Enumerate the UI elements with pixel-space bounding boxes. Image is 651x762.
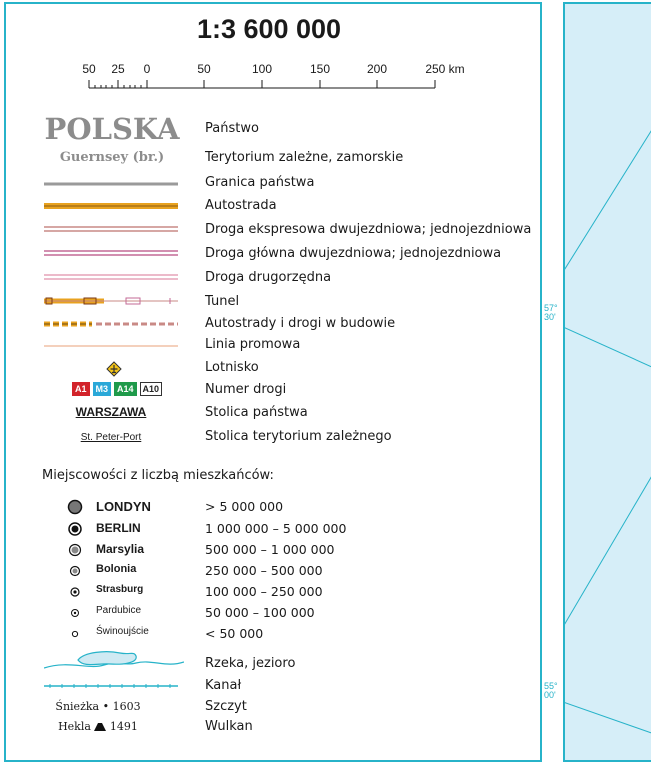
scale-tick-label: 25 <box>111 62 125 76</box>
dependency-name-sample: Guernsey (br.) <box>59 150 165 165</box>
legend-label-under-construction: Autostrady i drogi w budowie <box>205 316 396 331</box>
legend-label-state: Państwo <box>205 121 259 136</box>
volcano-icon <box>94 721 106 731</box>
town-range-xxs: 50 000 – 100 000 <box>205 605 315 620</box>
motorway-symbol <box>44 201 178 211</box>
dependency-capital-sample: St. Peter-Port <box>80 432 142 443</box>
airport-icon <box>106 361 122 377</box>
town-range-s: 250 000 – 500 000 <box>205 563 323 578</box>
town-name-s: Bolonia <box>96 563 137 575</box>
town-name-m: Marsylia <box>96 542 145 556</box>
legend-label-dependency: Terytorium zależne, zamorskie <box>205 150 404 165</box>
legend-label-tunnel: Tunel <box>205 294 240 309</box>
river-lake-symbol <box>44 650 184 674</box>
town-symbol-xl <box>67 499 83 515</box>
town-name-l: BERLIN <box>96 521 141 535</box>
expressway-symbol <box>44 225 178 233</box>
legend-label-airport: Lotnisko <box>205 360 259 375</box>
scale-bar <box>80 76 540 96</box>
legend-label-ferry: Linia promowa <box>205 337 301 352</box>
road-number-motorway: A1 <box>72 382 90 396</box>
legend-label-river: Rzeka, jezioro <box>205 656 296 671</box>
town-symbol-s <box>67 563 83 579</box>
scale-tick-label: 100 <box>251 62 273 76</box>
latitude-label-1: 57° 30' <box>544 303 558 322</box>
legend-label-road-number: Numer drogi <box>205 382 287 397</box>
legend-label-border: Granica państwa <box>205 175 315 190</box>
latitude-label-2: 55° 00' <box>544 681 558 700</box>
road-number-other: A10 <box>140 382 163 396</box>
legend-label-dependency-capital: Stolica terytorium zależnego <box>205 429 392 444</box>
road-number-express: M3 <box>93 382 112 396</box>
town-symbol-min <box>67 626 83 642</box>
scale-tick-label: 200 <box>366 62 388 76</box>
legend-label-volcano: Wulkan <box>205 719 253 734</box>
capital-sample: WARSZAWA <box>75 405 147 419</box>
volcano-name: Hekla <box>58 720 91 733</box>
town-range-m: 500 000 – 1 000 000 <box>205 542 335 557</box>
border-symbol <box>44 181 178 187</box>
scale-tick-label: 250 km <box>425 62 465 76</box>
under-construction-symbol <box>44 320 178 328</box>
scale-title: 1:3 600 000 <box>196 14 342 44</box>
legend-label-main-road: Droga główna dwujezdniowa; jednojezdniowa <box>205 246 502 261</box>
volcano-sample <box>0 720 196 733</box>
town-name-min: Świnoujście <box>96 626 149 637</box>
town-range-xl: > 5 000 000 <box>205 499 284 514</box>
scale-tick-label: 150 <box>309 62 331 76</box>
legend-label-canal: Kanał <box>205 678 242 693</box>
legend-label-motorway: Autostrada <box>205 198 277 213</box>
peak-sample: Śnieżka • 1603 <box>55 700 141 713</box>
town-symbol-xs <box>67 584 83 600</box>
map-panel <box>563 2 651 762</box>
secondary-road-symbol <box>44 273 178 281</box>
graticule-lines <box>563 2 651 762</box>
town-name-xxs: Pardubice <box>96 605 142 616</box>
state-name-sample: POLSKA <box>44 112 180 146</box>
town-range-l: 1 000 000 – 5 000 000 <box>205 521 347 536</box>
road-number-badges <box>72 382 162 396</box>
legend-label-peak: Szczyt <box>205 699 247 714</box>
town-symbol-m <box>67 542 83 558</box>
canal-symbol <box>44 682 178 690</box>
legend-label-secondary-road: Droga drugorzędna <box>205 270 332 285</box>
volcano-height: 1491 <box>109 720 138 733</box>
scale-tick-label: 50 <box>82 62 96 76</box>
scale-tick-label: 50 <box>197 62 211 76</box>
scale-tick-label: 0 <box>143 62 151 76</box>
road-number-main: A14 <box>114 382 137 396</box>
towns-heading: Miejscowości z liczbą mieszkańców: <box>42 468 274 483</box>
ferry-line-symbol <box>44 344 178 348</box>
town-range-min: < 50 000 <box>205 626 264 641</box>
town-name-xs: Strasburg <box>96 584 144 595</box>
town-symbol-xxs <box>67 605 83 621</box>
legend-label-expressway: Droga ekspresowa dwujezdniowa; jednojezdniowa <box>205 222 532 237</box>
legend-label-capital: Stolica państwa <box>205 405 308 420</box>
tunnel-symbol <box>44 296 178 306</box>
town-name-xl: LONDYN <box>96 499 151 514</box>
town-range-xs: 100 000 – 250 000 <box>205 584 323 599</box>
town-symbol-l <box>67 521 83 537</box>
main-road-symbol <box>44 249 178 257</box>
